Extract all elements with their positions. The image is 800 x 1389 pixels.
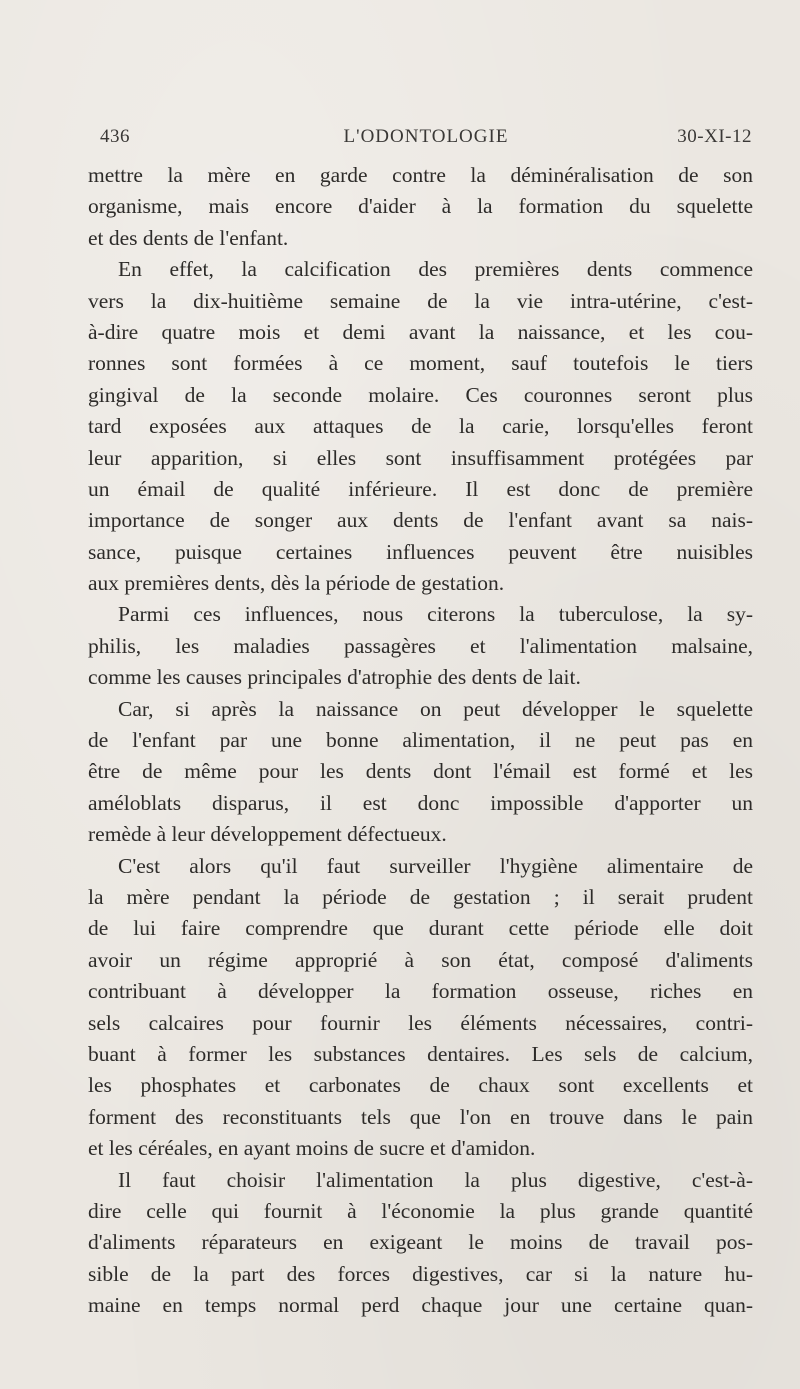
text-line: remède à leur développement défectueux. <box>88 822 447 847</box>
text-line: importance de songer aux dents de l'enfant avant sa nais- <box>88 508 753 533</box>
text-line: améloblats disparus, il est donc impossible d'apporter un <box>88 790 753 815</box>
text-line: mettre la mère en garde contre la déminéralisation de son <box>88 163 753 187</box>
text-line: dire celle qui fournit à l'économie la plus grande quantité <box>88 1198 753 1223</box>
text-line: sible de la part des forces digestives, car si la nature hu- <box>88 1261 753 1286</box>
text-line: C'est alors qu'il faut surveiller l'hygiène alimentaire de <box>118 853 753 878</box>
text-line: organisme, mais encore d'aider à la formation du squelette <box>88 194 753 219</box>
text-line: gingival de la seconde molaire. Ces couronnes seront plus <box>88 382 753 407</box>
running-header <box>100 126 752 156</box>
text-line: philis, les maladies passagères et l'alimentation malsaine, <box>88 633 753 658</box>
issue-date: 30-XI-12 <box>677 126 752 147</box>
page-number: 436 <box>100 126 130 147</box>
text-line: d'aliments réparateurs en exigeant le moins de travail pos- <box>88 1230 753 1255</box>
running-title: L'ODONTOLOGIE <box>343 126 509 147</box>
text-line: à-dire quatre mois et demi avant la naissance, et les cou- <box>88 319 753 344</box>
text-line: être de même pour les dents dont l'émail est formé et les <box>88 759 753 784</box>
text-line: et les céréales, en ayant moins de sucre et d'amidon. <box>88 1136 536 1161</box>
text-line: contribuant à développer la formation osseuse, riches en <box>88 979 753 1004</box>
text-line: un émail de qualité inférieure. Il est donc de première <box>88 476 753 501</box>
text-line: Car, si après la naissance on peut développer le squelette <box>118 696 753 721</box>
text-line: maine en temps normal perd chaque jour une certaine quan- <box>88 1293 753 1318</box>
body-text <box>88 160 753 1321</box>
text-line: Parmi ces influences, nous citerons la tuberculose, la sy- <box>118 602 753 627</box>
text-line: vers la dix-huitième semaine de la vie intra-utérine, c'est- <box>88 288 753 313</box>
text-line: Il faut choisir l'alimentation la plus digestive, c'est-à- <box>118 1167 753 1192</box>
text-line: tard exposées aux attaques de la carie, lorsqu'elles feront <box>88 414 753 439</box>
text-line: de lui faire comprendre que durant cette période elle doit <box>88 916 753 941</box>
text-line: la mère pendant la période de gestation ; il serait prudent <box>88 884 753 909</box>
text-line: ronnes sont formées à ce moment, sauf toutefois le tiers <box>88 351 753 376</box>
text-line: forment des reconstituants tels que l'on en trouve dans le pain <box>88 1104 753 1129</box>
text-line: les phosphates et carbonates de chaux sont excellents et <box>88 1073 753 1098</box>
text-line: En effet, la calcification des premières dents commence <box>118 257 753 282</box>
text-line: de l'enfant par une bonne alimentation, il ne peut pas en <box>88 728 753 753</box>
text-line: et des dents de l'enfant. <box>88 225 289 250</box>
text-line: leur apparition, si elles sont insuffisamment protégées par <box>88 445 753 470</box>
text-line: sels calcaires pour fournir les éléments nécessaires, contri- <box>88 1010 753 1035</box>
text-line: aux premières dents, dès la période de gestation. <box>88 571 505 596</box>
text-line: avoir un régime approprié à son état, composé d'aliments <box>88 947 753 972</box>
text-line: comme les causes principales d'atrophie des dents de lait. <box>88 665 581 690</box>
text-line: buant à former les substances dentaires. Les sels de calcium, <box>88 1041 753 1066</box>
text-line: sance, puisque certaines influences peuvent être nuisibles <box>88 539 753 564</box>
